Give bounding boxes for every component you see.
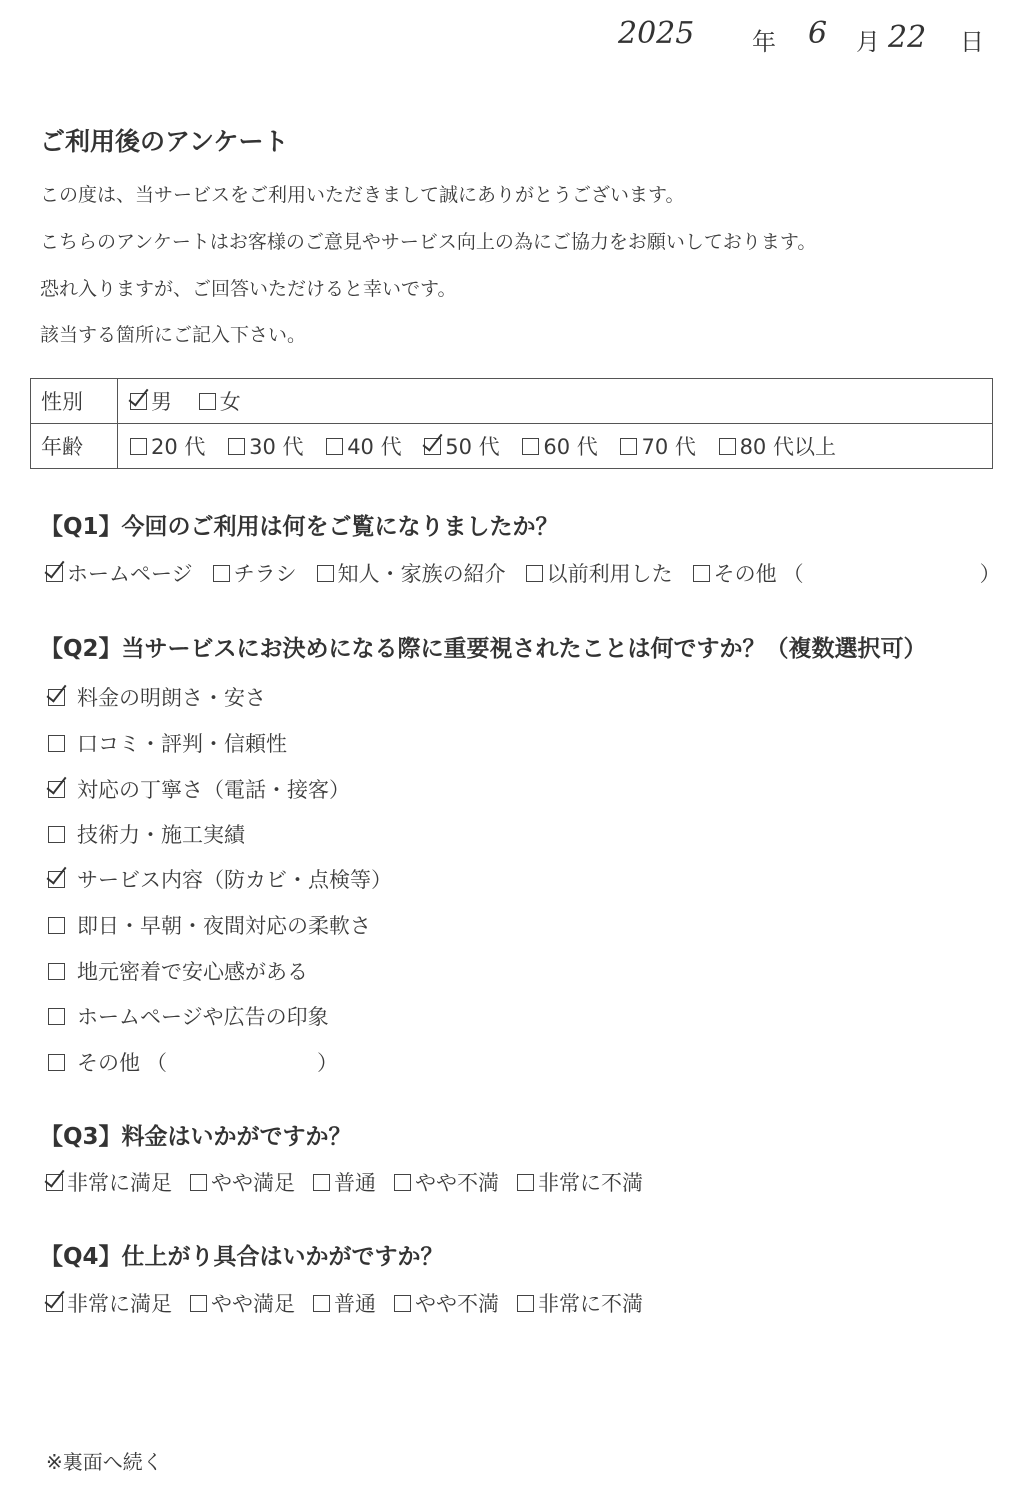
q2-option-skill[interactable] [48, 819, 245, 849]
option-label: 料金の明朗さ・安さ [77, 686, 266, 710]
age-option-70s[interactable] [620, 431, 695, 461]
q2-option-price[interactable] [48, 682, 266, 712]
respondent-info-table [30, 378, 993, 469]
gender-options [118, 379, 993, 424]
option-label: 地元密着で安心感がある [77, 960, 308, 984]
checkbox-icon[interactable] [313, 1174, 330, 1191]
age-options [118, 424, 993, 469]
age-option-80s-plus[interactable] [719, 431, 836, 461]
q1-option-flyer[interactable] [213, 558, 297, 588]
q3-option-somewhat-satisfied[interactable] [190, 1167, 295, 1197]
checkbox-icon[interactable] [46, 1295, 63, 1312]
q2-option-reviews[interactable] [48, 728, 287, 758]
option-label: やや満足 [211, 1171, 295, 1195]
q4-option-somewhat-dissatisfied[interactable] [394, 1288, 499, 1318]
intro-line-4: 該当する箇所にご記入下さい。 [40, 324, 307, 346]
checkbox-icon[interactable] [424, 438, 441, 455]
gender-option-female[interactable] [199, 386, 241, 416]
option-label: 70 代 [641, 435, 696, 459]
option-label: 50 代 [445, 435, 500, 459]
option-label: 即日・早朝・夜間対応の柔軟さ [77, 914, 371, 938]
checkbox-icon[interactable] [48, 871, 65, 888]
q4-option-somewhat-satisfied[interactable] [190, 1288, 295, 1318]
checkbox-icon[interactable] [522, 438, 539, 455]
gender-label: 性別 [31, 379, 118, 424]
q2-heading: 【Q2】当サービスにお決めになる際に重要視されたことは何ですか？（複数選択可） [40, 636, 927, 662]
option-label: 女 [219, 390, 241, 414]
gender-row [31, 379, 993, 424]
checkbox-icon[interactable] [313, 1295, 330, 1312]
checkbox-icon[interactable] [48, 1008, 65, 1025]
checkbox-icon[interactable] [48, 1054, 65, 1071]
date-year-value: 2025 [618, 16, 695, 51]
age-option-50s[interactable] [424, 431, 499, 461]
option-label: 口コミ・評判・信頼性 [77, 732, 287, 756]
q3-option-very-dissatisfied[interactable] [517, 1167, 643, 1197]
q4-option-neutral[interactable] [313, 1288, 376, 1318]
option-label: その他 [77, 1051, 140, 1075]
option-label: サービス内容（防カビ・点検等） [77, 868, 392, 892]
checkbox-icon[interactable] [517, 1295, 534, 1312]
option-label: 非常に満足 [67, 1292, 172, 1316]
q2-option-advertising[interactable] [48, 1001, 329, 1031]
option-label: 非常に不満 [538, 1171, 643, 1195]
q3-option-very-satisfied[interactable] [46, 1167, 172, 1197]
date-month-value: 6 [808, 16, 828, 51]
date-day-value: 22 [888, 20, 927, 55]
checkbox-icon[interactable] [213, 565, 230, 582]
option-label: 80 代以上 [739, 435, 836, 459]
checkbox-icon[interactable] [326, 438, 343, 455]
checkbox-icon[interactable] [46, 1174, 63, 1191]
gender-option-male[interactable] [130, 386, 172, 416]
q1-heading: 【Q1】今回のご利用は何をご覧になりましたか？ [40, 514, 559, 540]
q2-option-courtesy[interactable] [48, 774, 350, 804]
checkbox-icon[interactable] [48, 735, 65, 752]
checkbox-icon[interactable] [199, 393, 216, 410]
option-label: 男 [151, 390, 172, 414]
q1-option-other[interactable] [693, 558, 777, 588]
option-label: 非常に満足 [67, 1171, 172, 1195]
q3-options [46, 1167, 643, 1197]
checkbox-icon[interactable] [48, 826, 65, 843]
continued-on-back-note: ※裏面へ続く [46, 1450, 163, 1474]
date-day-label: 日 [960, 28, 984, 56]
q2-option-other[interactable] [48, 1047, 338, 1077]
q3-option-neutral[interactable] [313, 1167, 376, 1197]
option-label: 対応の丁寧さ（電話・接客） [77, 778, 350, 802]
q2-option-local[interactable] [48, 956, 308, 986]
q1-option-previous-use[interactable] [526, 558, 673, 588]
age-option-30s[interactable] [228, 431, 303, 461]
q4-options [46, 1288, 643, 1318]
checkbox-icon[interactable] [394, 1174, 411, 1191]
option-label: 40 代 [347, 435, 402, 459]
checkbox-icon[interactable] [228, 438, 245, 455]
checkbox-icon[interactable] [130, 438, 147, 455]
q1-other-paren-open: （ [782, 562, 804, 586]
age-option-40s[interactable] [326, 431, 401, 461]
age-row [31, 424, 993, 469]
q3-option-somewhat-dissatisfied[interactable] [394, 1167, 499, 1197]
q1-other-paren-close: ） [979, 562, 1001, 586]
age-option-20s[interactable] [130, 431, 205, 461]
option-label: その他 [713, 562, 777, 586]
q1-option-referral[interactable] [317, 558, 506, 588]
q2-other-paren-close: ） [317, 1051, 338, 1075]
checkbox-icon[interactable] [48, 781, 65, 798]
q2-other-paren-open: （ [146, 1051, 167, 1075]
option-label: ホームページや広告の印象 [77, 1005, 329, 1029]
option-label: 20 代 [151, 435, 206, 459]
checkbox-icon[interactable] [48, 917, 65, 934]
option-label: 以前利用した [546, 562, 673, 586]
option-label: 技術力・施工実績 [77, 823, 245, 847]
checkbox-icon[interactable] [719, 438, 736, 455]
checkbox-icon[interactable] [394, 1295, 411, 1312]
checkbox-icon[interactable] [517, 1174, 534, 1191]
q2-option-flexibility[interactable] [48, 910, 371, 940]
date-month-label: 月 [856, 28, 880, 56]
checkbox-icon[interactable] [48, 689, 65, 706]
option-label: やや満足 [211, 1292, 295, 1316]
intro-line-3: 恐れ入りますが、ご回答いただけると幸いです。 [40, 278, 457, 300]
option-label: 60 代 [543, 435, 598, 459]
age-label: 年齢 [31, 424, 118, 469]
option-label: ホームページ [67, 562, 193, 586]
checkbox-icon[interactable] [190, 1174, 207, 1191]
option-label: 普通 [334, 1292, 376, 1316]
checkbox-icon[interactable] [526, 565, 543, 582]
intro-line-2: こちらのアンケートはお客様のご意見やサービス向上の為にご協力をお願いしております。 [40, 231, 817, 253]
q1-options [46, 558, 1001, 588]
q3-heading: 【Q3】料金はいかがですか？ [40, 1124, 352, 1150]
age-option-60s[interactable] [522, 431, 597, 461]
checkbox-icon[interactable] [693, 565, 710, 582]
q1-option-homepage[interactable] [46, 558, 193, 588]
date-year-label: 年 [752, 28, 776, 56]
q4-heading: 【Q4】仕上がり具合はいかがですか？ [40, 1244, 444, 1270]
intro-line-1: この度は、当サービスをご利用いただきまして誠にありがとうございます。 [40, 184, 685, 206]
option-label: 30 代 [249, 435, 304, 459]
option-label: 普通 [334, 1171, 376, 1195]
option-label: やや不満 [415, 1292, 499, 1316]
survey-title: ご利用後のアンケート [40, 127, 289, 156]
checkbox-icon[interactable] [620, 438, 637, 455]
q2-option-service-content[interactable] [48, 864, 392, 894]
option-label: やや不満 [415, 1171, 499, 1195]
option-label: チラシ [233, 562, 297, 586]
checkbox-icon[interactable] [130, 393, 147, 410]
option-label: 知人・家族の紹介 [337, 562, 506, 586]
q4-option-very-satisfied[interactable] [46, 1288, 172, 1318]
q4-option-very-dissatisfied[interactable] [517, 1288, 643, 1318]
checkbox-icon[interactable] [46, 565, 63, 582]
checkbox-icon[interactable] [317, 565, 334, 582]
option-label: 非常に不満 [538, 1292, 643, 1316]
checkbox-icon[interactable] [190, 1295, 207, 1312]
checkbox-icon[interactable] [48, 963, 65, 980]
